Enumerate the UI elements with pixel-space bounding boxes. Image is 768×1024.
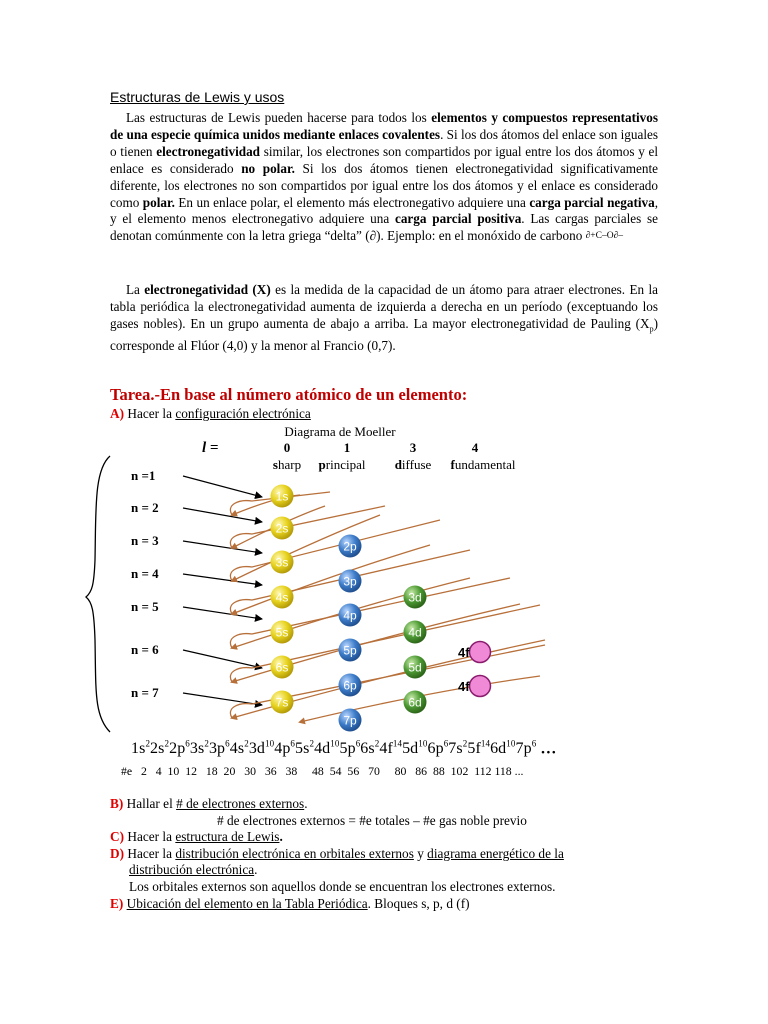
underlined-text: configuración electrónica: [175, 406, 311, 421]
bold-text: carga parcial negativa: [529, 194, 655, 210]
text: La: [126, 282, 145, 297]
config-term: $5p^6$: [339, 739, 361, 758]
shell-label: n = 6: [131, 642, 159, 657]
shell-label: n = 4: [131, 566, 159, 581]
task-c: [110, 828, 283, 845]
subshell-type-s: sharp: [272, 457, 302, 472]
orbital-label: 3d: [408, 590, 422, 605]
config-term: $1s^2$: [131, 739, 151, 758]
text: Hallar el: [123, 796, 177, 811]
orbital-4d: [404, 621, 427, 644]
subshell-type-p: principal: [318, 457, 366, 472]
orbital-5s: [271, 621, 294, 644]
config-term: $3p^6$: [208, 739, 230, 758]
orbital-3d: [404, 586, 427, 609]
orbital-label: 4f: [458, 645, 470, 660]
text: similar, los electrones son compartidos por igual entre los dos átomos y el enlace es considerado: [110, 143, 658, 176]
orbital-4f: [458, 676, 491, 697]
shell-label: n = 2: [131, 500, 159, 515]
cumulative-electron-counts: #e 2 4 10 12 18 20 30 36 38 48 54 56 70 80 86 88 102 112 118 ...: [121, 764, 524, 778]
config-tail: …: [536, 740, 557, 758]
text: Hacer la: [124, 829, 176, 844]
bold-text: carga parcial positiva: [394, 211, 522, 227]
bold-text: electronegatividad: [156, 143, 260, 159]
orbital-3p: [339, 570, 362, 593]
shell-arrows: [183, 476, 262, 705]
orbital-label: 7s: [275, 695, 289, 710]
underlined-text: Ubicación del elemento en la Tabla Periódica: [126, 896, 368, 911]
shell-label: n = 3: [131, 533, 159, 548]
bold-text: no polar.: [241, 160, 295, 176]
orbital-3s: [271, 551, 294, 574]
orbital-balls: [271, 485, 491, 732]
orbital-label: 2s: [275, 521, 289, 536]
orbital-6s: [271, 656, 294, 679]
orbital-label: 1s: [275, 489, 289, 504]
orbital-4s: [271, 586, 294, 609]
config-term: $5f^{14}$: [467, 739, 491, 758]
l-value: 0: [283, 440, 291, 455]
config-term: $2p^6$: [169, 739, 190, 758]
orbital-4f: [458, 642, 491, 663]
orbital-6d: [404, 691, 427, 714]
task-letter: A): [110, 406, 125, 421]
task-e: [110, 895, 470, 912]
orbital-label: 2p: [343, 539, 357, 554]
bold-text: electronegatividad (X): [144, 282, 271, 297]
diagram-title: Diagrama de Moeller: [284, 424, 396, 439]
text: ) corresponde al Flúor (4,0) y la menor al Francio (0,7).: [110, 315, 658, 354]
subshell-type-d: diffuse: [394, 457, 432, 472]
config-term: $7s^2$: [448, 739, 468, 758]
shell-label: n =1: [131, 468, 156, 483]
spiral-line: [232, 545, 430, 614]
l-value: 3: [409, 440, 417, 455]
config-term: $6s^2$: [360, 739, 380, 758]
task-letter: C): [110, 829, 125, 844]
task-d-continued: [129, 861, 258, 878]
config-term: $6p^6$: [427, 739, 449, 758]
config-term: $3s^2$: [189, 739, 209, 758]
task-b: [110, 795, 308, 812]
orbital-2s: [271, 517, 294, 540]
l-label: l =: [202, 440, 219, 456]
text: . Si los dos átomos del enlace son iguales o tienen: [110, 126, 658, 159]
orbital-label: 5d: [408, 660, 422, 675]
orbital-label: 7p: [343, 713, 357, 728]
task-letter: E): [110, 896, 124, 911]
task-letter: B): [110, 796, 124, 811]
orbital-label: 4p: [343, 608, 357, 623]
text: Hacer la: [124, 846, 176, 861]
orbital-6p: [339, 674, 362, 697]
text: y: [413, 846, 428, 861]
config-term: $4f^{14}$: [379, 739, 403, 758]
bold-text: polar.: [142, 194, 175, 210]
orbital-5d: [404, 656, 427, 679]
config-term: $4p^6$: [274, 739, 296, 758]
bold-text: elementos y compuestos representativos de una especie química unidos mediante enlaces covalentes: [110, 110, 658, 142]
orbital-5p: [339, 639, 362, 662]
arrow-icon: [183, 574, 262, 585]
config-term: $5s^2$: [295, 739, 315, 758]
orbital-4p: [339, 604, 362, 627]
orbital-7p: [339, 709, 362, 732]
config-term: $5d^{10}$: [402, 739, 428, 758]
config-term: $2s^2$: [150, 739, 170, 758]
underlined-text: distribución electrónica en orbitales externos: [175, 846, 414, 861]
arrow-icon: [183, 476, 262, 497]
text: Si los dos átomos tienen electronegatividad significativamente diferente, los electrones no son compartidos por igual entre los dos átomos y el enlace es considerado como: [110, 160, 658, 210]
spiral-line: [230, 520, 440, 581]
orbital-label: 5p: [343, 643, 357, 658]
text: Las estructuras de Lewis pueden hacerse para todos los: [126, 110, 432, 125]
orbital-label: 4d: [408, 625, 422, 640]
config-term: $4d^{10}$: [314, 739, 340, 758]
shell-label: n = 7: [131, 685, 159, 700]
config-term: $7p^6$: [515, 739, 537, 758]
co-example: ∂+C–O∂–: [585, 231, 624, 242]
text: .: [304, 796, 308, 811]
text: Hacer la: [124, 406, 176, 421]
subshell-type-f: fundamental: [450, 457, 516, 472]
text: .: [254, 862, 258, 877]
text: es la medida de la capacidad de un átomo para atraer electrones. En la tabla periódica la electronegatividad aumenta de izquierda a derecha en un período (exceptuando los gases nobles). En un grupo aumenta de abajo a arriba. La mayor electronegatividad de Pauling (X: [110, 282, 658, 331]
orbital-2p: [339, 535, 362, 558]
orbital-label: 6s: [275, 660, 289, 675]
orbital-label: 6p: [343, 678, 357, 693]
orbital-label: 4f: [458, 679, 470, 694]
task-title: Tarea.-En base al número atómico de un elemento:: [110, 385, 468, 404]
underlined-text: diagrama energético de la: [427, 846, 564, 861]
section-heading: Estructuras de Lewis y usos: [110, 89, 285, 105]
orbital-label: 3s: [275, 555, 289, 570]
task-letter: D): [110, 846, 125, 861]
arrow-icon: [183, 541, 262, 553]
underlined-text: # de electrones externos: [176, 796, 305, 811]
text: En un enlace polar, el elemento más electronegativo adquiere una: [174, 194, 530, 210]
l-value: 1: [343, 440, 351, 455]
underlined-text: estructura de Lewis: [175, 829, 280, 844]
electron-configuration: [131, 739, 557, 758]
text: . Las cargas parciales se denotan comúnmente con la letra griega “delta” (∂). Ejemplo: en el monóxido de carbono: [110, 211, 658, 244]
orbital-label: 4s: [275, 590, 289, 605]
text: , y el elemento menos electronegativo adquiere una: [110, 194, 658, 227]
subscript: p: [649, 324, 654, 334]
config-term: $6d^{10}$: [490, 739, 516, 758]
arrow-icon: [183, 650, 262, 668]
text: . Bloques s, p, d (f): [367, 896, 470, 911]
orbital-1s: [271, 485, 294, 508]
config-term: $4s^2$: [229, 739, 249, 758]
orbital-label: 5s: [275, 625, 289, 640]
underlined-text: distribución electrónica: [129, 862, 255, 877]
config-term: $3d^{10}$: [248, 739, 275, 758]
shell-label: n = 5: [131, 599, 159, 614]
shell-labels: [131, 468, 159, 700]
orbital-7s: [271, 691, 294, 714]
task-d: [110, 845, 564, 862]
arrow-icon: [183, 607, 262, 619]
orbital-label: 3p: [343, 574, 357, 589]
orbital-label: 6d: [408, 695, 422, 710]
l-value: 4: [471, 440, 479, 455]
arrow-icon: [183, 508, 262, 522]
task-d-note: Los orbitales externos son aquellos donde se encuentran los electrones externos.: [129, 879, 556, 894]
task-b-formula: # de electrones externos = #e totales – #e gas noble previo: [217, 813, 527, 828]
shell-brace: [86, 456, 110, 732]
text: .: [279, 829, 283, 844]
